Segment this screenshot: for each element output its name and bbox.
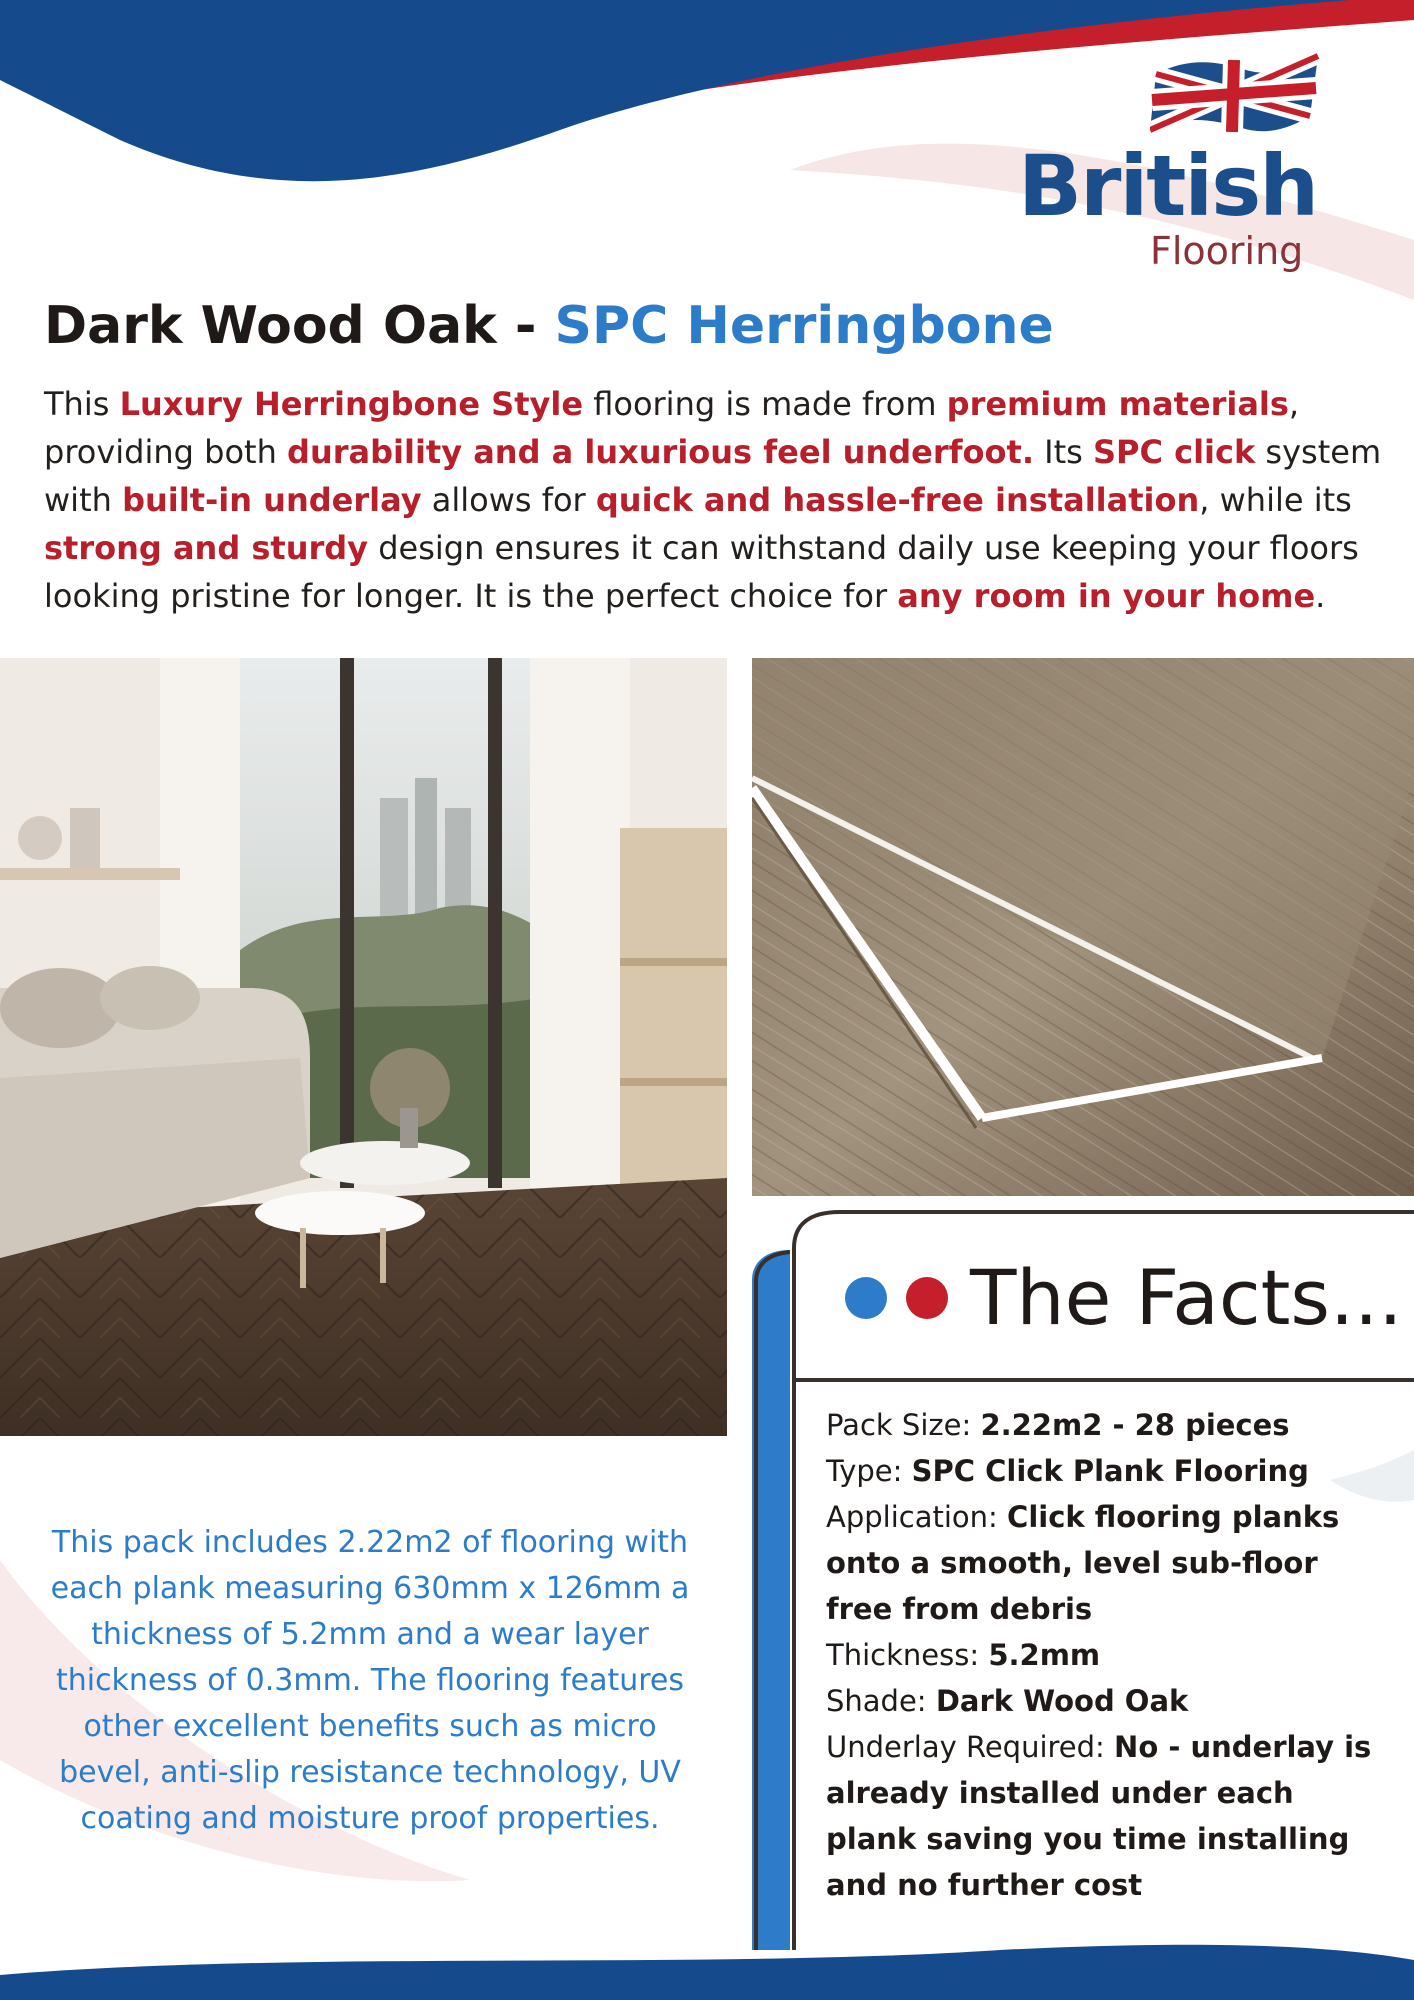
product-name: Dark Wood Oak - <box>44 296 555 356</box>
body-text: flooring is made from <box>583 385 947 423</box>
body-text: , providing both <box>44 385 1300 471</box>
fact-label: Thickness: <box>826 1638 989 1672</box>
fact-value: SPC Click Plank Flooring <box>911 1454 1309 1488</box>
pack-description: This pack includes 2.22m2 of flooring with each plank measuring 630mm x 126mm a thickness of 5.2mm and a wear layer thickness of 0.3mm. The flooring features other excellent benefits such as micro bevel, anti-slip resistance technology, UV coating and moisture proof properties. <box>50 1525 690 1836</box>
body-text: Its <box>1033 433 1093 471</box>
product-type: SPC Herringbone <box>554 296 1054 356</box>
union-jack-flag-icon <box>1150 52 1322 138</box>
highlight-text: premium materials <box>946 385 1289 423</box>
fact-item <box>826 1448 1386 1494</box>
fact-label: Pack Size: <box>826 1408 981 1442</box>
blue-dot-icon <box>845 1277 887 1319</box>
highlight-text: built-in underlay <box>122 481 422 519</box>
body-text: design ensures it can withstand daily use keeping your floors looking pristine for longer. It is the perfect choice for <box>44 529 1359 615</box>
highlight-text: quick and hassle-free installation <box>595 481 1200 519</box>
plank-closeup-photo <box>752 658 1414 1196</box>
body-text: , while its <box>1199 481 1352 519</box>
navy-bottom-wave <box>0 1945 1414 2000</box>
highlight-text: durability and a luxurious feel underfoot. <box>287 433 1034 471</box>
facts-list <box>826 1402 1386 1908</box>
highlight-text: Luxury Herringbone Style <box>119 385 584 423</box>
fact-value: 5.2mm <box>988 1638 1101 1672</box>
fact-value: Dark Wood Oak <box>935 1684 1189 1718</box>
fact-label: Application: <box>826 1500 1008 1534</box>
body-text: allows for <box>421 481 596 519</box>
fact-value: No - underlay is already installed under each plank saving you time installing and no further cost <box>826 1730 1372 1902</box>
fact-item <box>826 1724 1386 1908</box>
fact-item <box>826 1678 1386 1724</box>
body-text: . <box>1315 577 1326 615</box>
fact-value: 2.22m2 - 28 pieces <box>980 1408 1290 1442</box>
intro-paragraph <box>44 380 1384 620</box>
fact-label: Shade: <box>826 1684 936 1718</box>
facts-title: The Facts... <box>970 1253 1403 1342</box>
fact-item <box>826 1632 1386 1678</box>
fact-item <box>826 1402 1386 1448</box>
fact-item <box>826 1494 1386 1632</box>
red-dot-icon <box>906 1277 948 1319</box>
fact-label: Underlay Required: <box>826 1730 1115 1764</box>
highlight-text: SPC click <box>1092 433 1256 471</box>
body-text: system with <box>44 433 1382 519</box>
logo-wordmark: British <box>1018 137 1317 235</box>
page-title <box>44 294 1054 358</box>
fact-label: Type: <box>826 1454 912 1488</box>
highlight-text: any room in your home <box>897 577 1316 615</box>
body-text: This <box>44 385 120 423</box>
fact-value: Click flooring planks onto a smooth, level sub-floor free from debris <box>826 1500 1340 1626</box>
logo-subtitle: Flooring <box>1150 229 1304 273</box>
highlight-text: strong and sturdy <box>44 529 369 567</box>
british-flooring-logo <box>1010 52 1320 284</box>
room-photo <box>0 658 727 1436</box>
